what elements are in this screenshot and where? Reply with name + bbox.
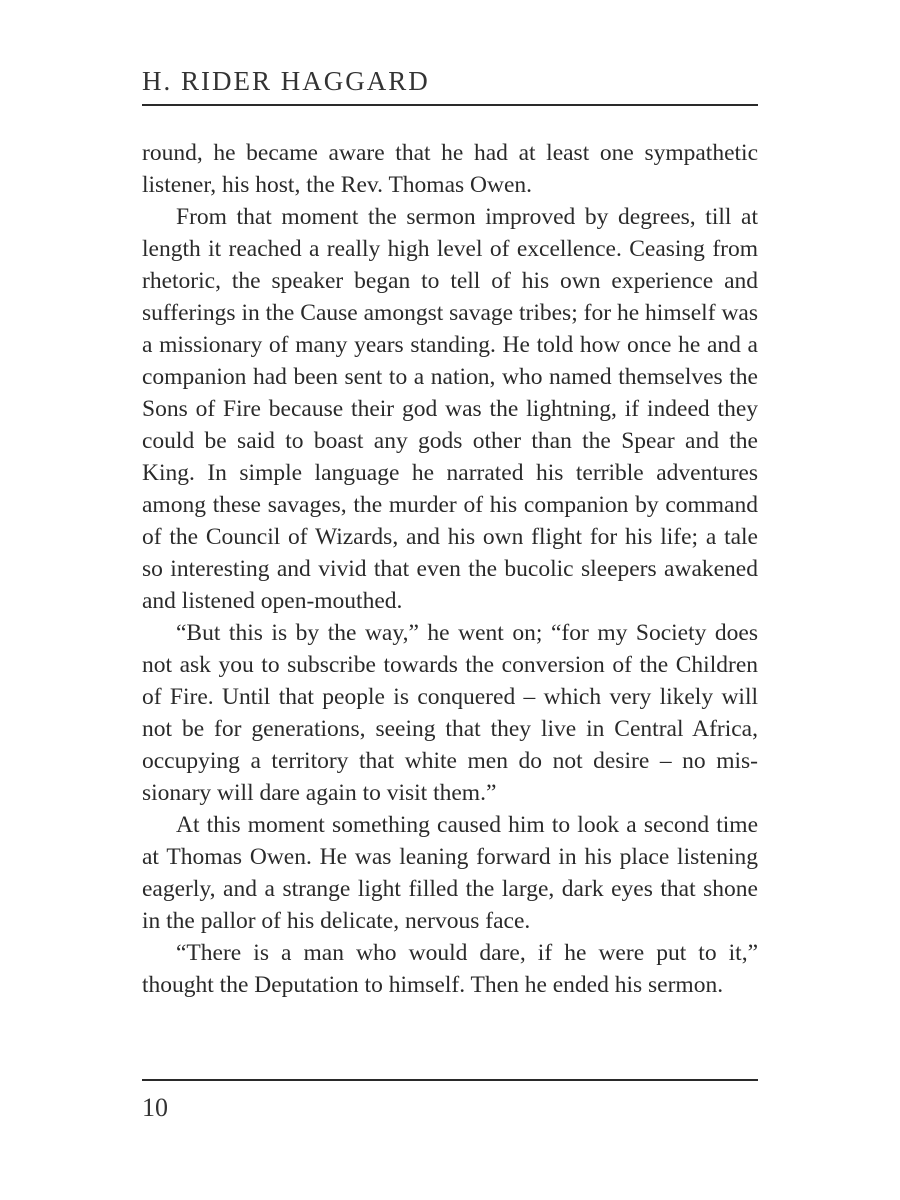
paragraph-1: round, he became aware that he had at least one sympathetic listener, his host, the Rev. Thomas Owen. [142,140,758,198]
paragraph-3: “But this is by the way,” he went on; “for my Society does not ask you to subscribe towards the conversion of the Children of Fire. Until that people is conquered – which very likely will not be for generations, seeing that they live in Central Africa, occupying a territory that white men do not desire – no missionary will dare again to visit them.” [142,620,758,806]
paragraph-4: At this moment something caused him to look a second time at Thomas Owen. He was leaning forward in his place listening eagerly, and a strange light filled the large, dark eyes that shone in the pallor of his delicate, nervous face. [142,812,758,934]
footer-rule [142,1079,758,1081]
running-head [142,64,758,106]
paragraph-2: From that moment the sermon improved by degrees, till at length it reached a really high level of excellence. Ceasing from rhetoric, the speaker began to tell of his own experience and sufferings in the Cause amongst savage tribes; for he himself was a missionary of many years standing. He told how once he and a companion had been sent to a nation, who named themselves the Sons of Fire because their god was the lightning, if indeed they could be said to boast any gods other than the Spear and the King. In simple language he narrated his terrible adventures among these savages, the murder of his companion by command of the Council of Wizards, and his own flight for his life; a tale so interesting and vivid that even the bucolic sleepers awakened and listened open-mouthed. [142,204,758,614]
page-body [142,137,758,1001]
paragraph-5: “There is a man who would dare, if he were put to it,” thought the Deputation to himself. Then he ended his sermon. [142,940,758,998]
page-number: 10 [142,1093,168,1122]
running-head-title: H. RIDER HAGGARD [142,66,430,96]
